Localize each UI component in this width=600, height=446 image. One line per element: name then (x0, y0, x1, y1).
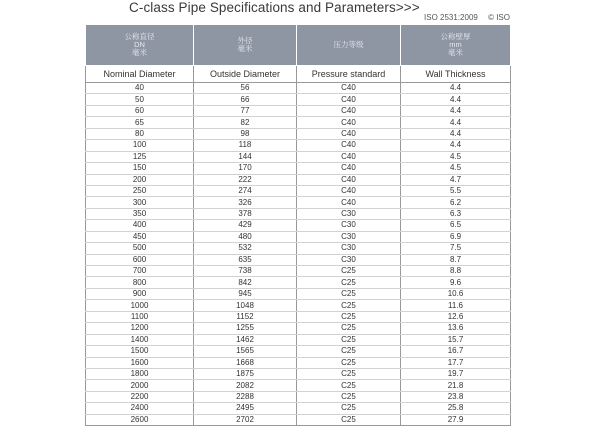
cell-outside-diameter: 2495 (194, 403, 297, 414)
header-zh-wall-thickness (401, 25, 511, 66)
cell-wall-thickness: 6.3 (401, 208, 511, 219)
page-title: C-class Pipe Specifications and Parameters>>> (129, 0, 420, 15)
cell-pressure-standard: C25 (297, 368, 401, 379)
table-row (86, 323, 511, 334)
header-nominal-diameter: Nominal Diameter (86, 66, 194, 83)
cell-nominal-diameter: 100 (86, 140, 194, 151)
cell-pressure-standard: C30 (297, 220, 401, 231)
cell-nominal-diameter: 2200 (86, 391, 194, 402)
cell-pressure-standard: C30 (297, 208, 401, 219)
cell-pressure-standard: C40 (297, 105, 401, 116)
cell-nominal-diameter: 2400 (86, 403, 194, 414)
cell-wall-thickness: 19.7 (401, 368, 511, 379)
cell-nominal-diameter: 50 (86, 94, 194, 105)
table-row (86, 231, 511, 242)
cell-wall-thickness: 23.8 (401, 391, 511, 402)
cell-pressure-standard: C25 (297, 288, 401, 299)
table-row (86, 208, 511, 219)
header-wall-thickness: Wall Thickness (401, 66, 511, 83)
cell-outside-diameter: 222 (194, 174, 297, 185)
cell-pressure-standard: C40 (297, 94, 401, 105)
cell-wall-thickness: 7.5 (401, 243, 511, 254)
cell-pressure-standard: C40 (297, 151, 401, 162)
cell-pressure-standard: C25 (297, 277, 401, 288)
cell-pressure-standard: C40 (297, 185, 401, 196)
table-row (86, 185, 511, 196)
cell-nominal-diameter: 900 (86, 288, 194, 299)
cell-outside-diameter: 532 (194, 243, 297, 254)
cell-wall-thickness: 11.6 (401, 300, 511, 311)
cell-wall-thickness: 21.8 (401, 380, 511, 391)
cell-pressure-standard: C40 (297, 163, 401, 174)
cell-nominal-diameter: 40 (86, 83, 194, 94)
cell-wall-thickness: 15.7 (401, 334, 511, 345)
cell-pressure-standard: C25 (297, 266, 401, 277)
cell-pressure-standard: C25 (297, 380, 401, 391)
cell-nominal-diameter: 500 (86, 243, 194, 254)
cell-wall-thickness: 27.9 (401, 414, 511, 425)
header-zh-text: 公称壁厚 (440, 32, 471, 41)
cell-wall-thickness: 4.4 (401, 117, 511, 128)
cell-wall-thickness: 4.7 (401, 174, 511, 185)
cell-nominal-diameter: 1600 (86, 357, 194, 368)
table-row (86, 243, 511, 254)
cell-nominal-diameter: 65 (86, 117, 194, 128)
cell-nominal-diameter: 400 (86, 220, 194, 231)
cell-outside-diameter: 170 (194, 163, 297, 174)
table-row (86, 163, 511, 174)
cell-outside-diameter: 77 (194, 105, 297, 116)
cell-pressure-standard: C25 (297, 346, 401, 357)
cell-nominal-diameter: 200 (86, 174, 194, 185)
cell-pressure-standard: C25 (297, 334, 401, 345)
cell-wall-thickness: 5.5 (401, 185, 511, 196)
cell-outside-diameter: 429 (194, 220, 297, 231)
iso-standard: ISO 2531:2009 (424, 13, 478, 22)
table-row (86, 357, 511, 368)
table-row (86, 334, 511, 345)
cell-nominal-diameter: 1800 (86, 368, 194, 379)
cell-wall-thickness: 4.4 (401, 105, 511, 116)
cell-outside-diameter: 1462 (194, 334, 297, 345)
cell-outside-diameter: 1875 (194, 368, 297, 379)
cell-nominal-diameter: 450 (86, 231, 194, 242)
table-row (86, 94, 511, 105)
cell-outside-diameter: 480 (194, 231, 297, 242)
cell-nominal-diameter: 1100 (86, 311, 194, 322)
pipe-spec-table (85, 24, 511, 426)
cell-nominal-diameter: 2600 (86, 414, 194, 425)
cell-nominal-diameter: 300 (86, 197, 194, 208)
iso-mark: © ISO (488, 13, 510, 22)
cell-pressure-standard: C40 (297, 117, 401, 128)
cell-nominal-diameter: 1400 (86, 334, 194, 345)
cell-wall-thickness: 17.7 (401, 357, 511, 368)
header-zh-text: 外径 (237, 36, 253, 45)
header-row-english (86, 66, 511, 83)
header-pressure-standard: Pressure standard (297, 66, 401, 83)
cell-outside-diameter: 118 (194, 140, 297, 151)
header-zh-text: 毫米 (237, 44, 253, 53)
header-zh-nominal-diameter (86, 25, 194, 66)
table-row (86, 266, 511, 277)
cell-nominal-diameter: 250 (86, 185, 194, 196)
table-row (86, 288, 511, 299)
header-zh-text: mm (449, 40, 462, 49)
cell-outside-diameter: 2288 (194, 391, 297, 402)
cell-pressure-standard: C40 (297, 197, 401, 208)
cell-wall-thickness: 13.6 (401, 323, 511, 334)
cell-outside-diameter: 1565 (194, 346, 297, 357)
cell-pressure-standard: C25 (297, 414, 401, 425)
header-zh-text: 公称直径 (124, 32, 155, 41)
cell-nominal-diameter: 2000 (86, 380, 194, 391)
table-row (86, 403, 511, 414)
table-row (86, 151, 511, 162)
cell-pressure-standard: C25 (297, 403, 401, 414)
cell-outside-diameter: 66 (194, 94, 297, 105)
cell-outside-diameter: 2082 (194, 380, 297, 391)
cell-wall-thickness: 6.5 (401, 220, 511, 231)
table-row (86, 380, 511, 391)
cell-wall-thickness: 25.8 (401, 403, 511, 414)
table-row (86, 197, 511, 208)
cell-outside-diameter: 738 (194, 266, 297, 277)
cell-wall-thickness: 6.2 (401, 197, 511, 208)
cell-outside-diameter: 842 (194, 277, 297, 288)
cell-pressure-standard: C40 (297, 140, 401, 151)
table-row (86, 83, 511, 94)
cell-wall-thickness: 4.4 (401, 94, 511, 105)
cell-wall-thickness: 4.5 (401, 163, 511, 174)
cell-outside-diameter: 1668 (194, 357, 297, 368)
header-zh-outside-diameter (194, 25, 297, 66)
cell-pressure-standard: C30 (297, 231, 401, 242)
cell-outside-diameter: 82 (194, 117, 297, 128)
cell-nominal-diameter: 700 (86, 266, 194, 277)
cell-wall-thickness: 16.7 (401, 346, 511, 357)
table-row (86, 174, 511, 185)
cell-wall-thickness: 4.5 (401, 151, 511, 162)
cell-wall-thickness: 8.7 (401, 254, 511, 265)
header-row-chinese (86, 25, 511, 66)
table-row (86, 368, 511, 379)
cell-pressure-standard: C40 (297, 83, 401, 94)
cell-outside-diameter: 1048 (194, 300, 297, 311)
header-zh-text: 毫米 (132, 48, 147, 57)
table-row (86, 128, 511, 139)
cell-pressure-standard: C40 (297, 128, 401, 139)
cell-wall-thickness: 4.4 (401, 83, 511, 94)
cell-wall-thickness: 4.4 (401, 140, 511, 151)
table-row (86, 300, 511, 311)
table-row (86, 220, 511, 231)
cell-outside-diameter: 274 (194, 185, 297, 196)
cell-nominal-diameter: 600 (86, 254, 194, 265)
table-row (86, 277, 511, 288)
cell-wall-thickness: 12.6 (401, 311, 511, 322)
header-zh-text: 毫米 (448, 48, 463, 57)
cell-pressure-standard: C30 (297, 254, 401, 265)
cell-outside-diameter: 326 (194, 197, 297, 208)
cell-outside-diameter: 98 (194, 128, 297, 139)
cell-wall-thickness: 4.4 (401, 128, 511, 139)
cell-outside-diameter: 378 (194, 208, 297, 219)
cell-outside-diameter: 1152 (194, 311, 297, 322)
cell-nominal-diameter: 125 (86, 151, 194, 162)
cell-wall-thickness: 8.8 (401, 266, 511, 277)
table-row (86, 140, 511, 151)
cell-nominal-diameter: 150 (86, 163, 194, 174)
cell-wall-thickness: 6.9 (401, 231, 511, 242)
cell-nominal-diameter: 60 (86, 105, 194, 116)
cell-pressure-standard: C25 (297, 391, 401, 402)
cell-outside-diameter: 56 (194, 83, 297, 94)
cell-nominal-diameter: 350 (86, 208, 194, 219)
table-row (86, 105, 511, 116)
cell-nominal-diameter: 1200 (86, 323, 194, 334)
cell-pressure-standard: C30 (297, 243, 401, 254)
cell-outside-diameter: 635 (194, 254, 297, 265)
cell-wall-thickness: 9.6 (401, 277, 511, 288)
cell-pressure-standard: C25 (297, 357, 401, 368)
table-row (86, 311, 511, 322)
cell-outside-diameter: 945 (194, 288, 297, 299)
table-row (86, 117, 511, 128)
header-outside-diameter: Outside Diameter (194, 66, 297, 83)
cell-nominal-diameter: 80 (86, 128, 194, 139)
iso-reference (416, 13, 510, 22)
header-zh-text: 压力等级 (333, 40, 364, 49)
cell-pressure-standard: C25 (297, 300, 401, 311)
cell-pressure-standard: C40 (297, 174, 401, 185)
table-row (86, 254, 511, 265)
table-row (86, 391, 511, 402)
cell-outside-diameter: 1255 (194, 323, 297, 334)
cell-pressure-standard: C25 (297, 311, 401, 322)
cell-pressure-standard: C25 (297, 323, 401, 334)
table-row (86, 414, 511, 425)
cell-outside-diameter: 2702 (194, 414, 297, 425)
table-row (86, 346, 511, 357)
cell-outside-diameter: 144 (194, 151, 297, 162)
cell-nominal-diameter: 800 (86, 277, 194, 288)
cell-nominal-diameter: 1000 (86, 300, 194, 311)
header-zh-pressure-standard (297, 25, 401, 66)
cell-nominal-diameter: 1500 (86, 346, 194, 357)
cell-wall-thickness: 10.6 (401, 288, 511, 299)
header-zh-text: DN (134, 40, 145, 49)
